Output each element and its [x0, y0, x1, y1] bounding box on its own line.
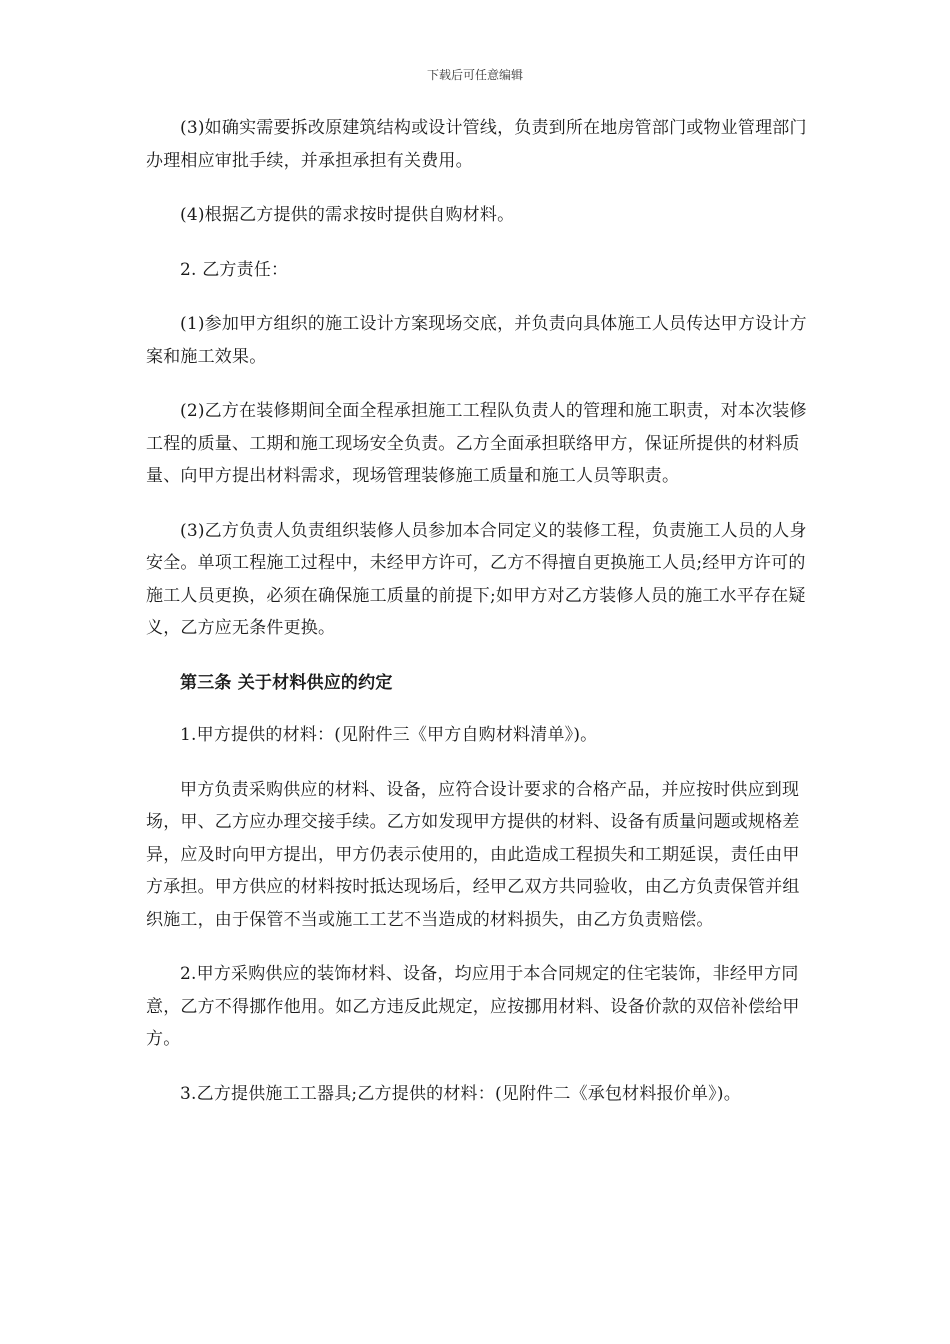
paragraph-3-permits: (3)如确实需要拆改原建筑结构或设计管线，负责到所在地房管部门或物业管理部门办理相应审批手续，并承担承担有关费用。 [146, 118, 807, 171]
paragraph-b3-personnel: (3)乙方负责人负责组织装修人员参加本合同定义的装修工程，负责施工人员的人身安全。单项工程施工过程中，未经甲方许可，乙方不得擅自更换施工人员;经甲方许可的施工人员更换，必须在确保施工质量的前提下;如甲方对乙方装修人员的施工水平存在疑义，乙方应无条件更换。 [146, 520, 807, 638]
paragraph-b1-briefing: (1)参加甲方组织的施工设计方案现场交底，并负责向具体施工人员传达甲方设计方案和施工效果。 [146, 314, 807, 367]
article-3-heading: 第三条 关于材料供应的约定 [180, 672, 393, 693]
paragraph-b2-management: (2)乙方在装修期间全面全程承担施工工程队负责人的管理和施工职责，对本次装修工程的质量、工期和施工现场安全负责。乙方全面承担联络甲方，保证所提供的材料质量、向甲方提出材料需求，现场管理装修施工质量和施工人员等职责。 [146, 401, 807, 486]
paragraph-m1-party-a-materials: 1.甲方提供的材料：(见附件三《甲方自购材料清单》)。 [180, 725, 598, 745]
paragraph-m2-usage: 2.甲方采购供应的装饰材料、设备，均应用于本合同规定的住宅装饰，非经甲方同意，乙方不得挪作他用。如乙方违反此规定，应按挪用材料、设备价款的双倍补偿给甲方。 [146, 964, 800, 1049]
paragraph-4-materials: (4)根据乙方提供的需求按时提供自购材料。 [180, 205, 515, 225]
paragraph-m3-party-b-tools: 3.乙方提供施工工器具;乙方提供的材料：(见附件二《承包材料报价单》)。 [180, 1083, 741, 1104]
section-party-b-duties: 2. 乙方责任： [180, 259, 289, 280]
header-note: 下载后可任意编辑 [426, 68, 523, 82]
document-body [146, 112, 810, 1110]
paragraph-m1-details: 甲方负责采购供应的材料、设备，应符合设计要求的合格产品，并应按时供应到现场，甲、乙方应办理交接手续。乙方如发现甲方提供的材料、设备有质量问题或规格差异，应及时向甲方提出，甲方仍表示使用的，由此造成工程损失和工期延误，责任由甲方承担。甲方供应的材料按时抵达现场后，经甲乙双方共同验收，由乙方负责保管并组织施工，由于保管不当或施工工艺不当造成的材料损失，由乙方负责赔偿。 [146, 779, 800, 930]
